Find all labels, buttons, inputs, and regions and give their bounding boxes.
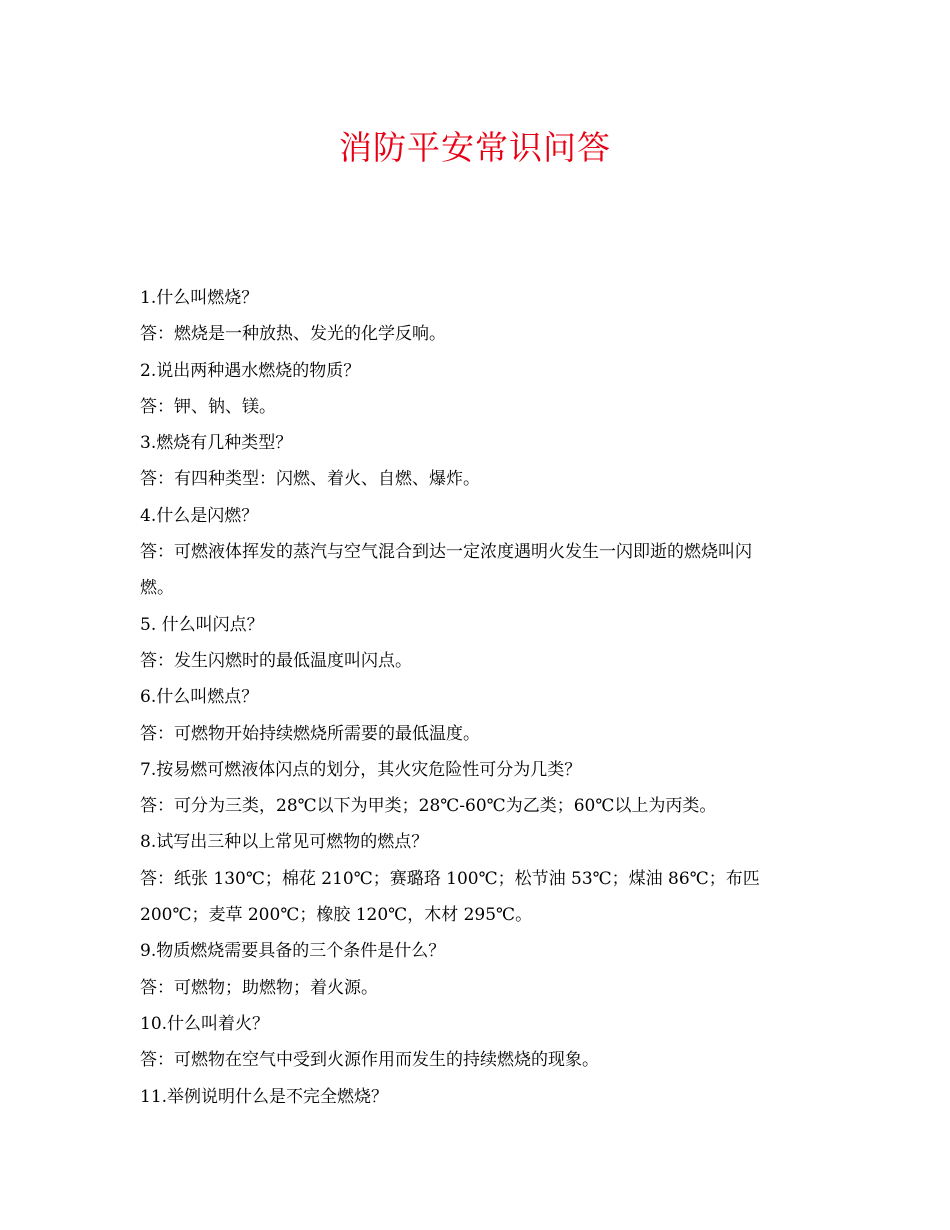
question-line: 10.什么叫着火？ [140, 1013, 270, 1034]
answer-line: 答：可燃液体挥发的蒸汽与空气混合到达一定浓度遇明火发生一闪即逝的燃烧叫闪 [140, 542, 752, 563]
answer-line: 答：发生闪燃时的最低温度叫闪点。 [140, 650, 412, 671]
question-line: 9.物质燃烧需要具备的三个条件是什么？ [140, 941, 446, 962]
answer-line: 答：可燃物在空气中受到火源作用而发生的持续燃烧的现象。 [140, 1050, 599, 1071]
question-line: 4.什么是闪燃？ [140, 505, 259, 526]
answer-line: 答：有四种类型：闪燃、着火、自燃、爆炸。 [140, 469, 480, 490]
answer-line: 答：可燃物；助燃物；着火源。 [140, 977, 378, 998]
question-line: 1.什么叫燃烧？ [140, 288, 259, 308]
question-line: 3.燃烧有几种类型？ [140, 433, 293, 454]
page-title: 消防平安常识问答 [339, 128, 611, 167]
answer-line: 答：钾、钠、镁。 [140, 396, 276, 417]
question-line: 8.试写出三种以上常见可燃物的燃点？ [140, 832, 429, 853]
question-line: 7.按易燃可燃液体闪点的划分，其火灾危险性可分为几类？ [140, 759, 582, 780]
answer-line: 答：纸张 130℃；棉花 210℃；赛璐珞 100℃；松节油 53℃；煤油 86℃；布匹 [140, 868, 760, 889]
question-line: 11.举例说明什么是不完全燃烧？ [140, 1086, 389, 1107]
qa-content [140, 280, 820, 1115]
answer-line: 答：燃烧是一种放热、发光的化学反响。 [140, 324, 446, 345]
answer-line: 答：可分为三类，28℃以下为甲类；28℃-60℃为乙类；60℃以上为丙类。 [140, 796, 717, 817]
answer-line-continued: 200℃；麦草 200℃；橡胶 120℃，木材 295℃。 [140, 905, 533, 926]
question-line: 6.什么叫燃点？ [140, 687, 259, 708]
answer-line: 答：可燃物开始持续燃烧所需要的最低温度。 [140, 723, 480, 744]
question-line: 2.说出两种遇水燃烧的物质？ [140, 360, 361, 381]
answer-line-continued: 燃。 [140, 578, 174, 599]
question-line: 5. 什么叫闪点？ [140, 614, 264, 635]
